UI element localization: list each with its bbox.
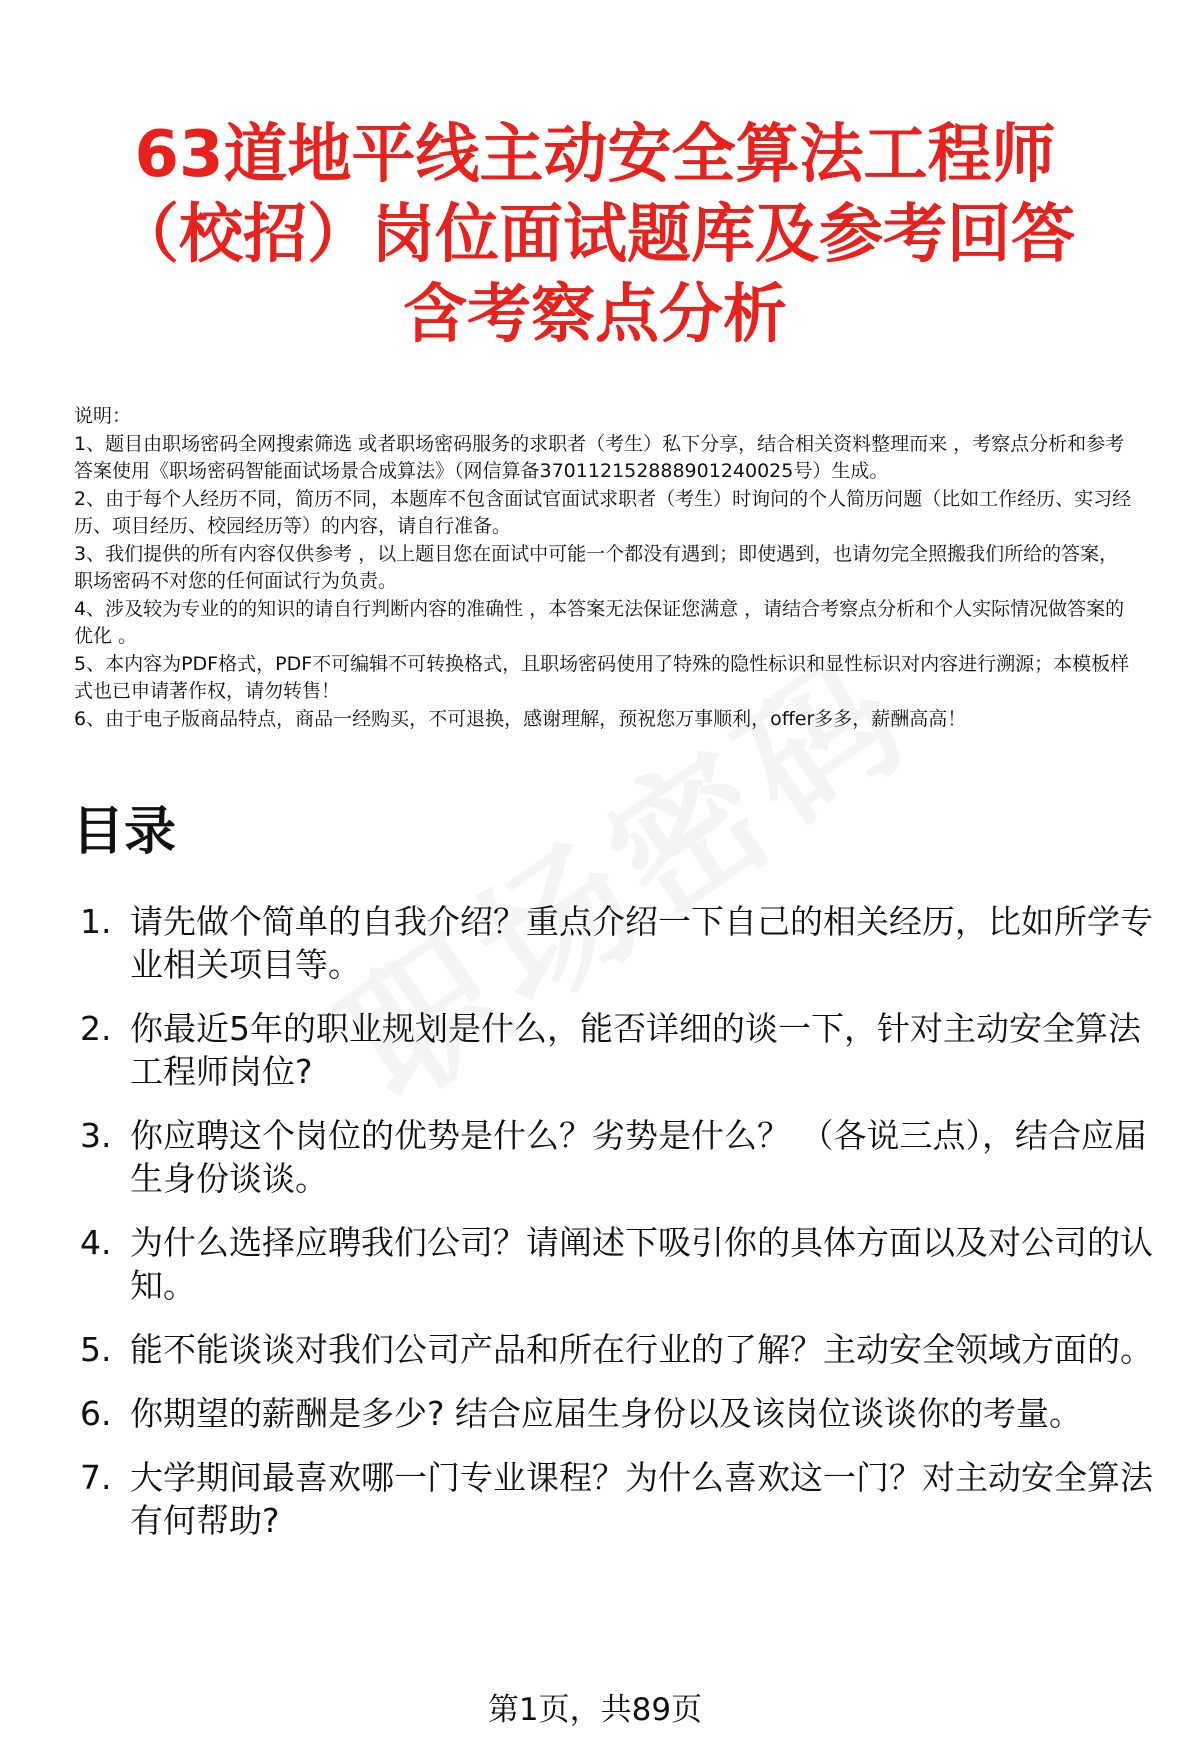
notes-label: 说明： [74, 405, 132, 427]
document-title: 63道地平线主动安全算法工程师（校招）岗位面试题库及参考回答含考察点分析 [115, 118, 1075, 352]
notes-section [74, 403, 1134, 733]
toc-item-number: 2. [80, 1009, 112, 1048]
toc-item[interactable] [80, 1114, 1170, 1200]
toc-item[interactable] [80, 1328, 1170, 1371]
page-footer: 第1页，共89页 [487, 1692, 703, 1728]
toc-item-text: 你期望的薪酬是多少? 结合应届生身份以及该岗位谈谈你的考量。 [130, 1394, 1083, 1433]
toc-item-text: 能不能谈谈对我们公司产品和所在行业的了解？主动安全领域方面的。 [130, 1330, 1153, 1369]
note-item: 1、题目由职场密码全网搜索筛选 或者职场密码服务的求职者（考生）私下分享，结合相关资料整理而来 ，考察点分析和参考答案使用《职场密码智能面试场景合成算法》（网信算备370112152888901240025号）生成。 [74, 432, 1125, 482]
toc-item-text: 请先做个简单的自我介绍？重点介绍一下自己的相关经历，比如所学专业相关项目等。 [130, 902, 1153, 984]
toc-item[interactable] [80, 1221, 1170, 1307]
toc-item-text: 你最近5年的职业规划是什么，能否详细的谈一下，针对主动安全算法工程师岗位? [130, 1009, 1141, 1091]
note-item: 6、由于电子版商品特点，商品一经购买，不可退换，感谢理解，预祝您万事顺利，offer多多，薪酬高高！ [74, 707, 967, 730]
toc-item-number: 6. [80, 1394, 112, 1433]
note-item: 2、由于每个人经历不同，简历不同，本题库不包含面试官面试求职者（考生）时询问的个人简历问题（比如工作经历、实习经历、项目经历、校园经历等）的内容，请自行准备。 [74, 487, 1132, 537]
toc-item-text: 大学期间最喜欢哪一门专业课程？为什么喜欢这一门？对主动安全算法有何帮助? [130, 1458, 1153, 1540]
toc-item-text: 你应聘这个岗位的优势是什么？劣势是什么？ （各说三点），结合应届生身份谈谈。 [130, 1116, 1147, 1198]
toc-heading: 目录 [72, 802, 177, 862]
toc-item[interactable] [80, 1007, 1170, 1093]
note-item: 5、本内容为PDF格式，PDF不可编辑不可转换格式，且职场密码使用了特殊的隐性标识和显性标识对内容进行溯源；本模板样式也已申请著作权，请勿转售！ [74, 652, 1130, 702]
toc-item-text: 为什么选择应聘我们公司？请阐述下吸引你的具体方面以及对公司的认知。 [130, 1223, 1153, 1305]
toc-item[interactable] [80, 1456, 1170, 1542]
toc-item-number: 4. [80, 1223, 112, 1262]
toc-item-number: 5. [80, 1330, 112, 1369]
note-item: 3、我们提供的所有内容仅供参考 ，以上题目您在面试中可能一个都没有遇到；即使遇到，也请勿完全照搬我们所给的答案，职场密码不对您的任何面试行为负责。 [74, 542, 1119, 592]
toc-item-number: 1. [80, 902, 112, 941]
note-item: 4、涉及较为专业的的知识的请自行判断内容的准确性 ，本答案无法保证您满意 ，请结合考察点分析和个人实际情况做答案的优化 。 [74, 597, 1125, 647]
toc-item-number: 7. [80, 1458, 112, 1497]
toc-list [80, 900, 1170, 1563]
toc-item[interactable] [80, 1392, 1170, 1435]
toc-item[interactable] [80, 900, 1170, 986]
toc-item-number: 3. [80, 1116, 112, 1155]
